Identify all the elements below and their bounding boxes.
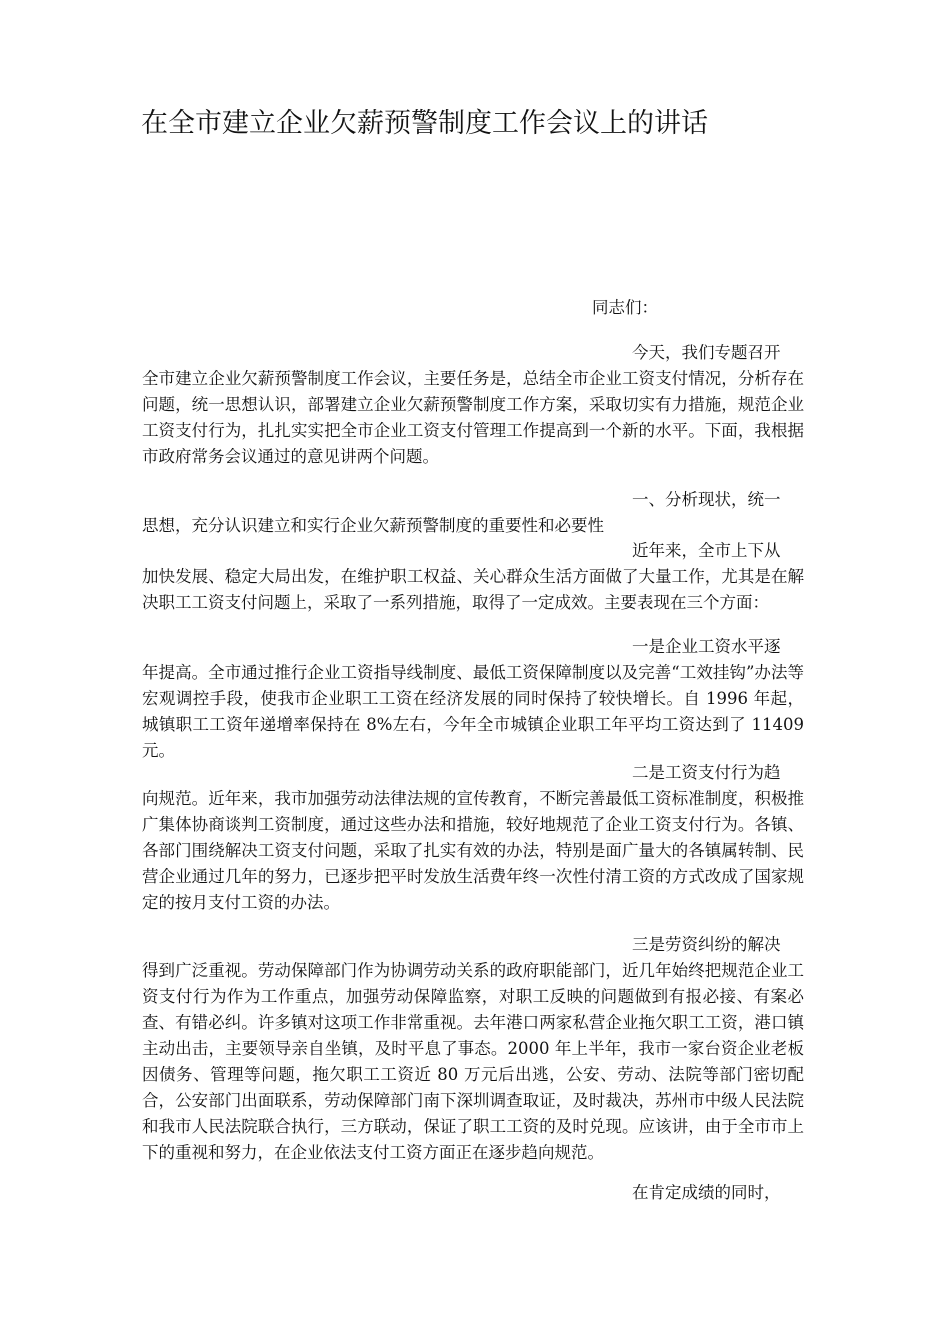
- paragraph-1: [142, 340, 804, 470]
- section-heading-1: [142, 487, 804, 539]
- paragraph-4: [142, 760, 804, 916]
- paragraph-5-head: 三是劳资纠纷的解决: [632, 935, 781, 954]
- section-heading-1-body: 思想，充分认识建立和实行企业欠薪预警制度的重要性和必要性: [142, 516, 604, 535]
- paragraph-6-head: 在肯定成绩的同时，: [632, 1183, 781, 1202]
- paragraph-2-body: 加快发展、稳定大局出发，在维护职工权益、关心群众生活方面做了大量工作，尤其是在解决职工工资支付问题上，采取了一系列措施，取得了一定成效。主要表现在三个方面：: [142, 567, 804, 612]
- paragraph-5-body: 得到广泛重视。劳动保障部门作为协调劳动关系的政府职能部门，近几年始终把规范企业工资支付行为作为工作重点，加强劳动保障监察，对职工反映的问题做到有报必接、有案必查、有错必纠。许多镇对这项工作非常重视。去年港口两家私营企业拖欠职工工资，港口镇主动出击，主要领导亲自坐镇，及时平息了事态。2000 年上半年，我市一家台资企业老板因债务、管理等问题，拖欠职工工资近 80 万元后出逃，公安、劳动、法院等部门密切配合，公安部门出面联系，劳动保障部门南下深圳调查取证，及时裁决，苏州市中级人民法院和我市人民法院联合执行，三方联动，保证了职工工资的及时兑现。应该讲，由于全市市上下的重视和努力，在企业依法支付工资方面正在逐步趋向规范。: [142, 961, 804, 1162]
- salutation: 同志们：: [592, 298, 658, 317]
- paragraph-2: [142, 538, 804, 616]
- paragraph-4-head: 二是工资支付行为趋: [632, 763, 781, 782]
- paragraph-2-head: 近年来，全市上下从: [632, 541, 781, 560]
- paragraph-4-body: 向规范。近年来，我市加强劳动法律法规的宣传教育，不断完善最低工资标准制度，积极推广集体协商谈判工资制度，通过这些办法和措施，较好地规范了企业工资支付行为。各镇、各部门围绕解决工资支付问题，采取了扎实有效的办法，特别是面广量大的各镇属转制、民营企业通过几年的努力，已逐步把平时发放生活费年终一次性付清工资的方式改成了国家规定的按月支付工资的办法。: [142, 789, 804, 912]
- section-heading-1-head: 一、分析现状，统一: [632, 490, 781, 509]
- document-title: 在全市建立企业欠薪预警制度工作会议上的讲话: [141, 108, 708, 139]
- paragraph-3: [142, 634, 804, 764]
- paragraph-6: [142, 1180, 804, 1206]
- paragraph-3-head: 一是企业工资水平逐: [632, 637, 781, 656]
- paragraph-1-body: 全市建立企业欠薪预警制度工作会议，主要任务是，总结全市企业工资支付情况，分析存在问题，统一思想认识，部署建立企业欠薪预警制度工作方案，采取切实有力措施，规范企业工资支付行为，扎扎实实把全市企业工资支付管理工作提高到一个新的水平。下面，我根据市政府常务会议通过的意见讲两个问题。: [142, 369, 804, 466]
- paragraph-1-head: 今天，我们专题召开: [632, 343, 781, 362]
- paragraph-3-body: 年提高。全市通过推行企业工资指导线制度、最低工资保障制度以及完善“工效挂钩”办法等宏观调控手段，使我市企业职工工资在经济发展的同时保持了较快增长。自 1996 年起，城镇职工工资年递增率保持在 8%左右，今年全市城镇企业职工年平均工资达到了 11409 元。: [142, 663, 804, 760]
- paragraph-5: [142, 932, 804, 1166]
